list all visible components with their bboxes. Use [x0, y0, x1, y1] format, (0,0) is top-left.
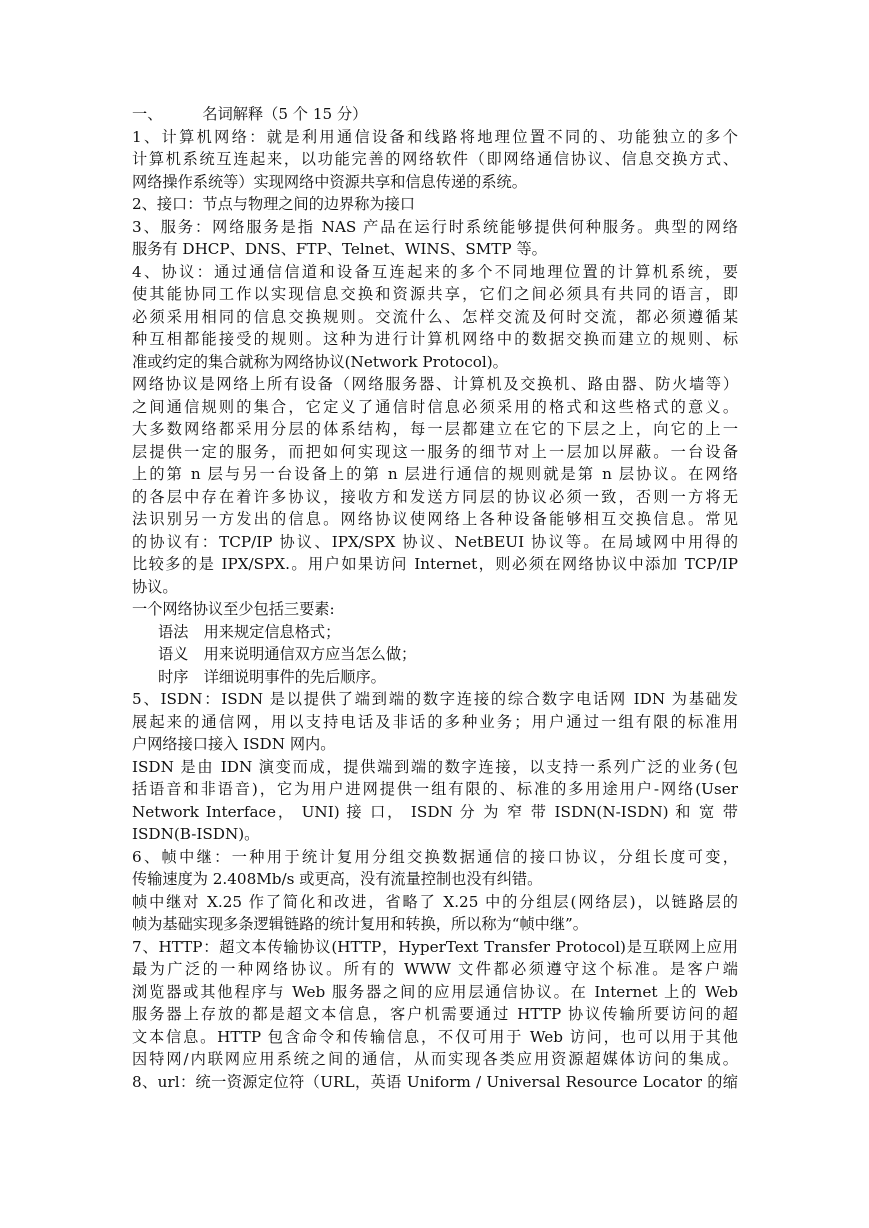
text-line: 文本信息。HTTP 包含命令和传输信息，不仅可用于 Web 访问，也可以用于其他 [132, 1027, 738, 1046]
text-line: 上的第 n 层与另一台设备上的第 n 层进行通信的规则就是第 n 层协议。在网络 [132, 465, 738, 483]
text-line: 5、ISDN：ISDN 是以提供了端到端的数字连接的综合数字电话网 IDN 为基础发 [132, 690, 738, 708]
text-line: 户网络接口接入 ISDN 网内。 [132, 735, 336, 753]
text-line: 时序 详细说明事件的先后顺序。 [158, 667, 386, 686]
text-line: 展起来的通信网，用以支持电话及非话的多种业务；用户通过一组有限的标准用 [132, 712, 738, 731]
text-line: 网络操作系统等）实现网络中资源共享和信息传递的系统。 [132, 172, 527, 191]
text-line: 比较多的是 IPX/SPX.。用户如果访问 Internet，则必须在网络协议中添加 TCP/IP [132, 555, 738, 573]
text-line: 2、接口：节点与物理之间的边界称为接口 [132, 195, 416, 213]
text-line: 4、协议：通过通信信道和设备互连起来的多个不同地理位置的计算机系统，要 [132, 262, 738, 281]
text-line: 之间通信规则的集合，它定义了通信时信息必须采用的格式和这些格式的意义。 [132, 397, 738, 416]
text-line: 7、HTTP：超文本传输协议(HTTP，HyperText Transfer Protocol)是互联网上应用 [132, 937, 738, 956]
text-line: 语法 用来规定信息格式； [158, 622, 341, 641]
text-line: ISDN 是由 IDN 演变而成，提供端到端的数字连接，以支持一系列广泛的业务(包 [132, 757, 738, 776]
document-body [132, 103, 738, 1093]
text-line: 1、计算机网络：就是利用通信设备和线路将地理位置不同的、功能独立的多个 [132, 127, 738, 146]
text-line: 法识别另一方发出的信息。网络协议使网络上各种设备能够相互交换信息。常见 [132, 510, 738, 528]
text-line: 浏览器或其他程序与 Web 服务器之间的应用层通信协议。在 Internet 上的 Web [132, 982, 738, 1001]
text-line: 最为广泛的一种网络协议。所有的 WWW 文件都必须遵守这个标准。是客户端 [132, 960, 738, 978]
text-line: 计算机系统互连起来，以功能完善的网络软件（即网络通信协议、信息交换方式、 [132, 150, 738, 168]
text-line: 因特网/内联网应用系统之间的通信，从而实现各类应用资源超媒体访问的集成。 [132, 1050, 738, 1068]
text-line: 服务有 DHCP、DNS、FTP、Telnet、WINS、SMTP 等。 [132, 240, 547, 258]
text-line: 使其能协同工作以实现信息交换和资源共享，它们之间必须具有共同的语言，即 [132, 285, 738, 303]
text-line: 传输速度为 2.408Mb/s 或更高，没有流量控制也没有纠错。 [132, 870, 543, 888]
text-line: 服务器上存放的都是超文本信息，客户机需要通过 HTTP 协议传输所要访问的超 [132, 1005, 738, 1023]
text-line: 一个网络协议至少包括三要素: [132, 600, 335, 618]
section-title: 名词解释（5 个 15 分） [202, 105, 368, 123]
text-line: ISDN(B-ISDN)。 [132, 825, 260, 843]
text-line: 准或约定的集合就称为网络协议(Network Protocol)。 [132, 352, 508, 371]
section-heading [132, 103, 738, 126]
text-line: 必须采用相同的信息交换规则。交流什么、怎样交流及何时交流，都必须遵循某 [132, 307, 738, 326]
text-line: 帧为基础实现多条逻辑链路的统计复用和转换，所以称为“帧中继”。 [132, 915, 588, 933]
text-line: Network Interface， UNI) 接 口， ISDN 分 为 窄 带 ISDN(N-ISDN) 和 宽 带 [132, 802, 738, 821]
text-line: 协议。 [132, 577, 178, 596]
text-line: 的各层中存在着许多协议，接收方和发送方同层的协议必须一致，否则一方将无 [132, 487, 738, 506]
text-line: 语义 用来说明通信双方应当怎么做； [158, 645, 417, 663]
text-line: 帧中继对 X.25 作了简化和改进，省略了 X.25 中的分组层(网络层)，以链路层的 [132, 892, 738, 911]
text-line: 种互相都能接受的规则。这种为进行计算机网络中的数据交换而建立的规则、标 [132, 330, 738, 348]
section-number: 一、 [132, 105, 163, 123]
text-line: 8、url：统一资源定位符（URL，英语 Uniform / Universal Resource Locator 的缩 [132, 1072, 738, 1091]
text-line: 层提供一定的服务，而把如何实现这一服务的细节对上一层加以屏蔽。一台设备 [132, 442, 738, 461]
text-line: 网络协议是网络上所有设备（网络服务器、计算机及交换机、路由器、防火墙等） [132, 375, 738, 393]
text-line: 的协议有：TCP/IP 协议、IPX/SPX 协议、NetBEUI 协议等。在局域网中用得的 [132, 532, 738, 551]
text-line: 大多数网络都采用分层的体系结构，每一层都建立在它的下层之上，向它的上一 [132, 420, 738, 438]
text-line: 6、帧中继：一种用于统计复用分组交换数据通信的接口协议，分组长度可变， [132, 847, 738, 866]
text-line: 括语音和非语音)，它为用户进网提供一组有限的、标准的多用途用户-网络(User [132, 780, 738, 798]
text-line: 3、服务：网络服务是指 NAS 产品在运行时系统能够提供何种服务。典型的网络 [132, 217, 738, 236]
